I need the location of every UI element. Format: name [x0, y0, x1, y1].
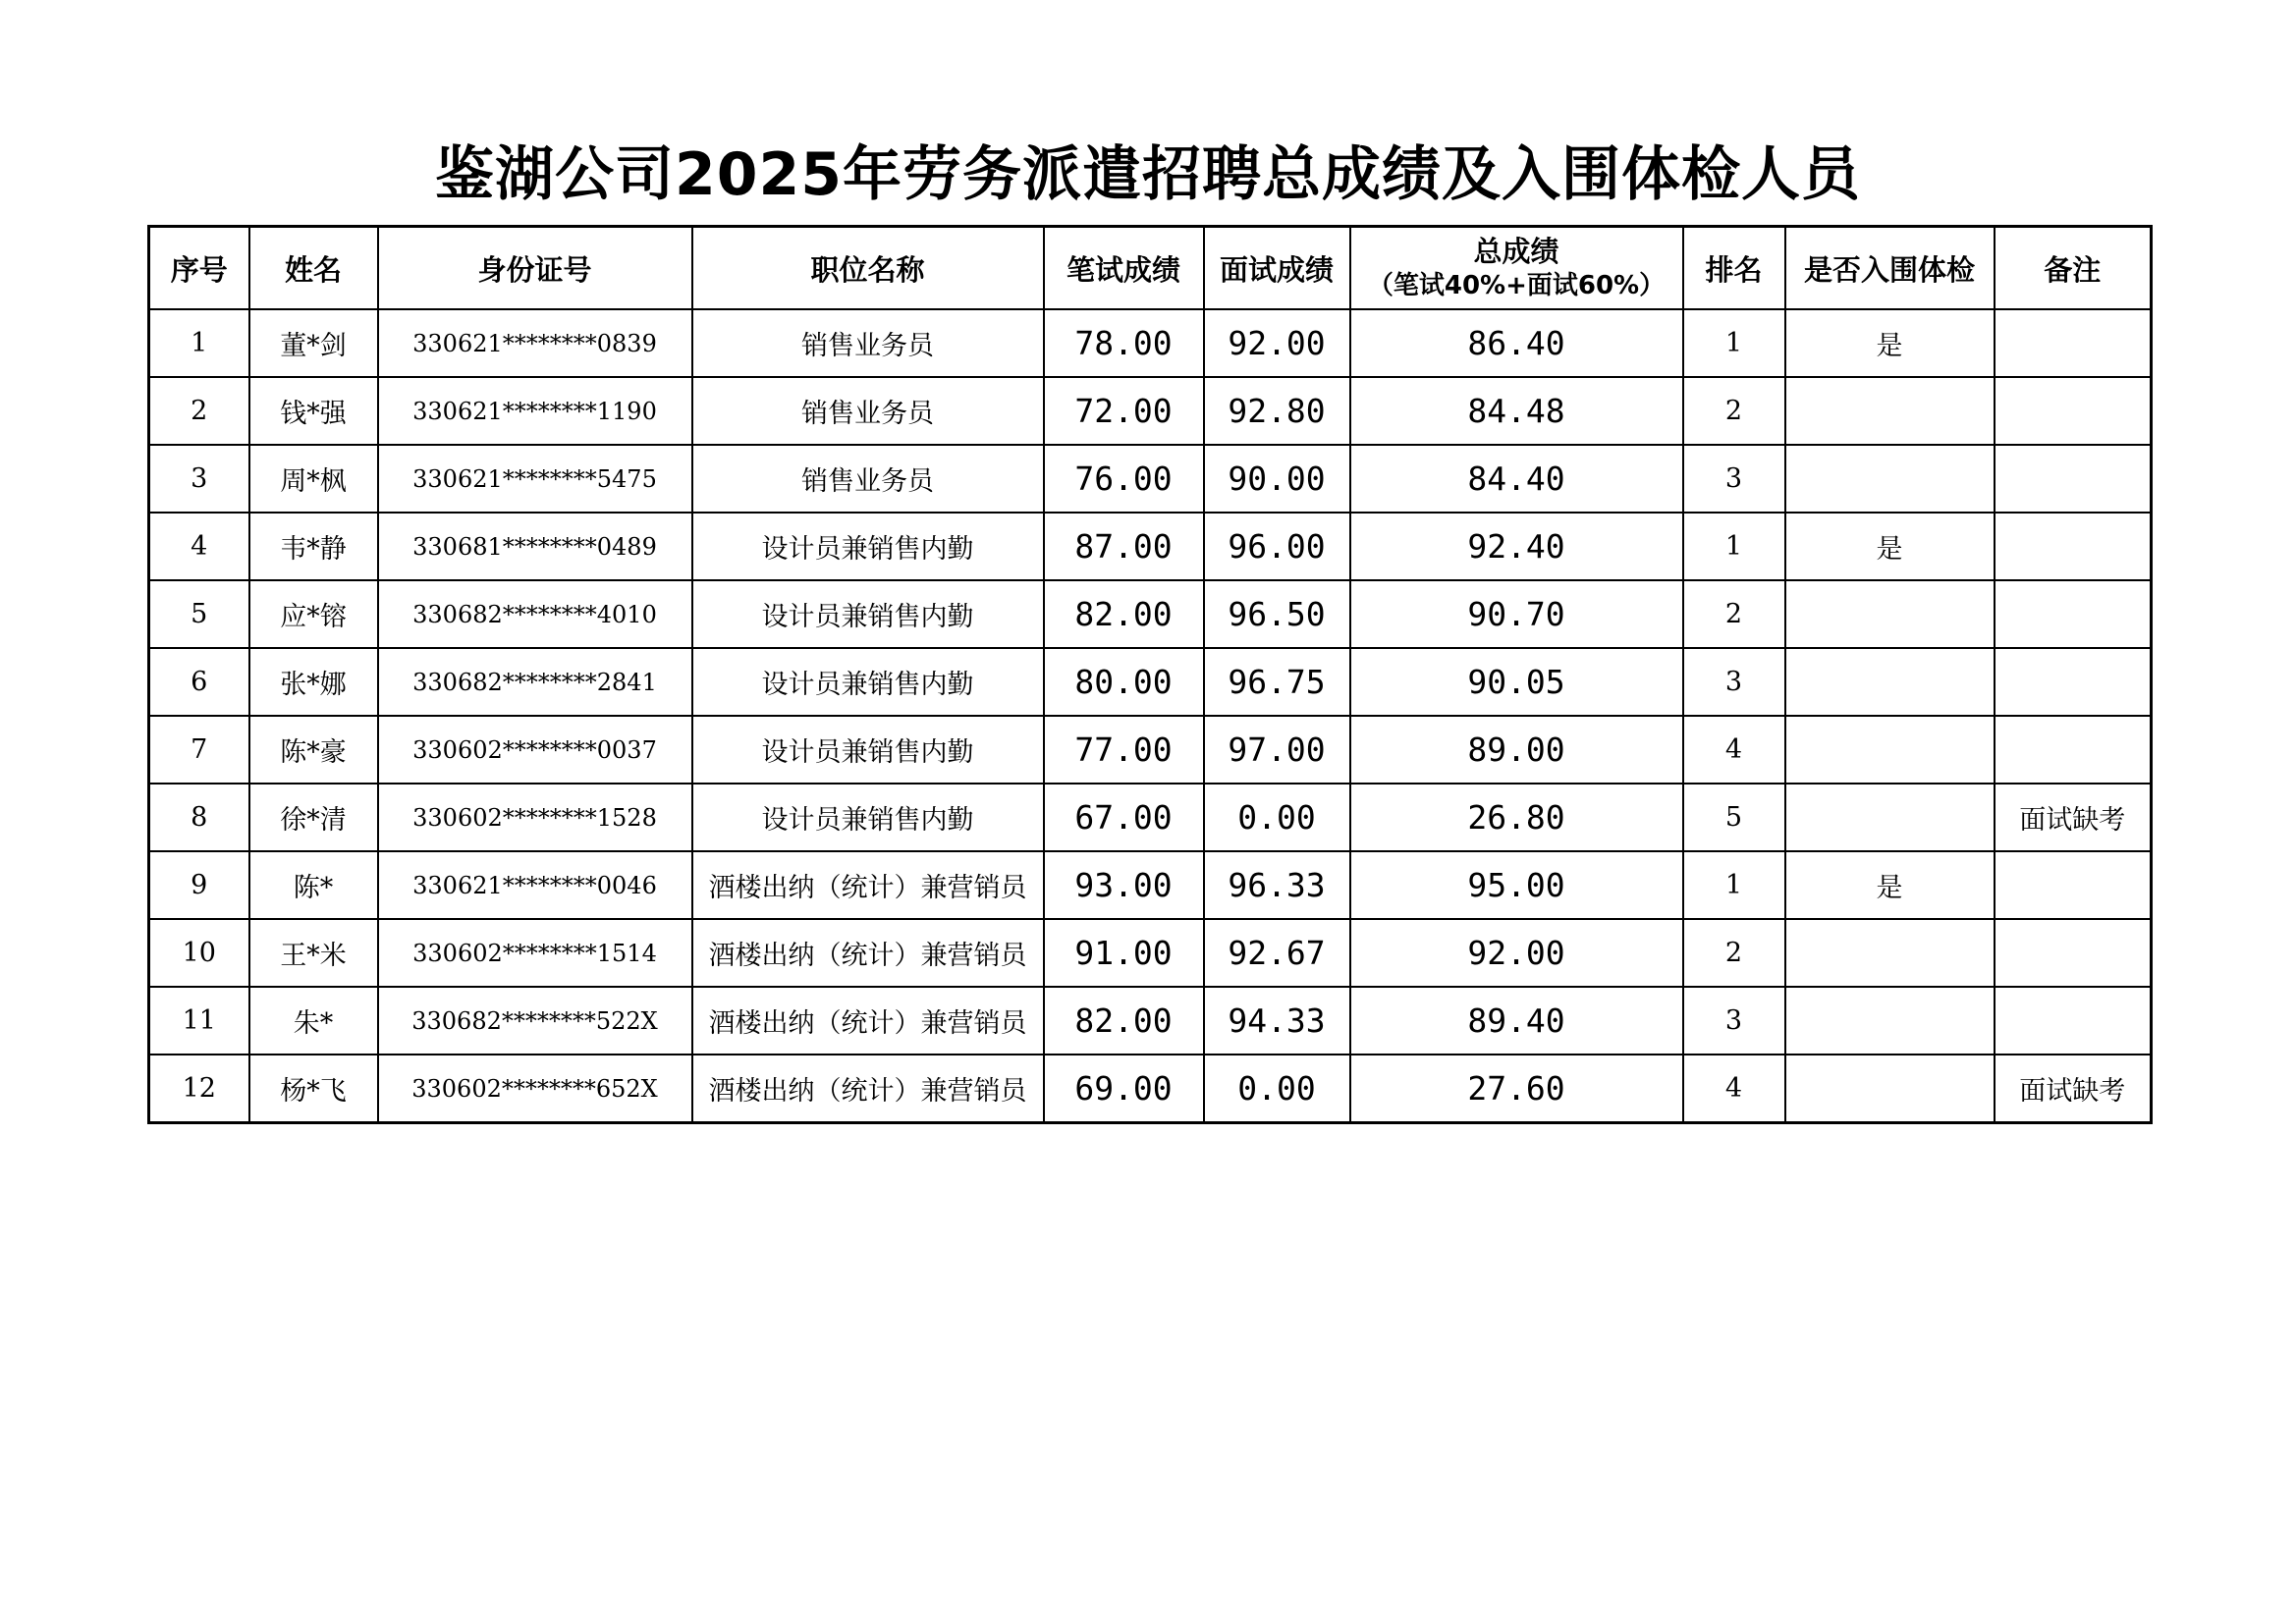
- cell-total-score: 89.00: [1350, 716, 1683, 784]
- cell-remark: [1995, 445, 2152, 513]
- cell-shortlisted: [1785, 784, 1995, 851]
- cell-rank: 2: [1683, 580, 1785, 648]
- cell-total-score: 90.05: [1350, 648, 1683, 716]
- cell-interview-score: 92.00: [1204, 309, 1350, 377]
- cell-rank: 4: [1683, 1055, 1785, 1123]
- cell-seq: 11: [149, 987, 249, 1055]
- cell-name: 应*镕: [249, 580, 378, 648]
- cell-name: 周*枫: [249, 445, 378, 513]
- cell-total-score: 89.40: [1350, 987, 1683, 1055]
- cell-position: 设计员兼销售内勤: [692, 716, 1044, 784]
- cell-total-score: 86.40: [1350, 309, 1683, 377]
- cell-remark: 面试缺考: [1995, 1055, 2152, 1123]
- cell-shortlisted: [1785, 716, 1995, 784]
- page-title: 鉴湖公司2025年劳务派遣招聘总成绩及入围体检人员: [435, 140, 1861, 209]
- cell-shortlisted: 是: [1785, 309, 1995, 377]
- cell-seq: 2: [149, 377, 249, 445]
- cell-seq: 4: [149, 513, 249, 580]
- cell-written-score: 82.00: [1044, 580, 1204, 648]
- cell-remark: [1995, 716, 2152, 784]
- cell-id: 330602********0037: [378, 716, 692, 784]
- cell-name: 杨*飞: [249, 1055, 378, 1123]
- table-row: [149, 851, 2152, 919]
- cell-remark: [1995, 309, 2152, 377]
- cell-position: 销售业务员: [692, 445, 1044, 513]
- header-total-label: 总成绩: [1473, 235, 1559, 268]
- cell-position: 设计员兼销售内勤: [692, 580, 1044, 648]
- cell-id: 330602********652X: [378, 1055, 692, 1123]
- table-row: [149, 716, 2152, 784]
- cell-rank: 1: [1683, 851, 1785, 919]
- cell-remark: [1995, 648, 2152, 716]
- cell-id: 330621********1190: [378, 377, 692, 445]
- cell-shortlisted: 是: [1785, 513, 1995, 580]
- table-row: [149, 1055, 2152, 1123]
- table-row: [149, 445, 2152, 513]
- table-row: [149, 513, 2152, 580]
- cell-name: 陈*: [249, 851, 378, 919]
- cell-rank: 1: [1683, 309, 1785, 377]
- cell-remark: [1995, 919, 2152, 987]
- table-body: [149, 309, 2152, 1123]
- cell-total-score: 92.40: [1350, 513, 1683, 580]
- table-row: [149, 580, 2152, 648]
- cell-position: 设计员兼销售内勤: [692, 784, 1044, 851]
- cell-interview-score: 90.00: [1204, 445, 1350, 513]
- cell-total-score: 84.40: [1350, 445, 1683, 513]
- cell-name: 徐*清: [249, 784, 378, 851]
- cell-interview-score: 92.80: [1204, 377, 1350, 445]
- cell-name: 张*娜: [249, 648, 378, 716]
- header-name: 姓名: [249, 227, 378, 310]
- cell-seq: 9: [149, 851, 249, 919]
- cell-written-score: 67.00: [1044, 784, 1204, 851]
- cell-id: 330602********1528: [378, 784, 692, 851]
- cell-written-score: 93.00: [1044, 851, 1204, 919]
- cell-written-score: 69.00: [1044, 1055, 1204, 1123]
- cell-total-score: 26.80: [1350, 784, 1683, 851]
- cell-rank: 5: [1683, 784, 1785, 851]
- cell-id: 330682********4010: [378, 580, 692, 648]
- cell-name: 钱*强: [249, 377, 378, 445]
- cell-total-score: 27.60: [1350, 1055, 1683, 1123]
- cell-written-score: 91.00: [1044, 919, 1204, 987]
- table-row: [149, 377, 2152, 445]
- table-header-row: [149, 227, 2152, 310]
- cell-seq: 3: [149, 445, 249, 513]
- cell-rank: 3: [1683, 648, 1785, 716]
- header-seq: 序号: [149, 227, 249, 310]
- cell-id: 330682********522X: [378, 987, 692, 1055]
- cell-id: 330621********5475: [378, 445, 692, 513]
- cell-rank: 2: [1683, 919, 1785, 987]
- cell-shortlisted: [1785, 1055, 1995, 1123]
- cell-interview-score: 94.33: [1204, 987, 1350, 1055]
- cell-interview-score: 96.50: [1204, 580, 1350, 648]
- cell-written-score: 80.00: [1044, 648, 1204, 716]
- results-table: [147, 225, 2153, 1124]
- cell-position: 设计员兼销售内勤: [692, 513, 1044, 580]
- cell-seq: 1: [149, 309, 249, 377]
- header-interview-score: 面试成绩: [1204, 227, 1350, 310]
- cell-seq: 5: [149, 580, 249, 648]
- cell-remark: [1995, 377, 2152, 445]
- cell-name: 王*米: [249, 919, 378, 987]
- cell-rank: 3: [1683, 987, 1785, 1055]
- cell-id: 330682********2841: [378, 648, 692, 716]
- cell-written-score: 87.00: [1044, 513, 1204, 580]
- cell-id: 330681********0489: [378, 513, 692, 580]
- table-row: [149, 919, 2152, 987]
- cell-shortlisted: [1785, 377, 1995, 445]
- cell-seq: 6: [149, 648, 249, 716]
- header-remark: 备注: [1995, 227, 2152, 310]
- cell-written-score: 78.00: [1044, 309, 1204, 377]
- header-position: 职位名称: [692, 227, 1044, 310]
- cell-total-score: 92.00: [1350, 919, 1683, 987]
- cell-name: 朱*: [249, 987, 378, 1055]
- cell-rank: 4: [1683, 716, 1785, 784]
- cell-id: 330621********0046: [378, 851, 692, 919]
- cell-total-score: 84.48: [1350, 377, 1683, 445]
- cell-rank: 3: [1683, 445, 1785, 513]
- header-total-note: （笔试40%+面试60%）: [1367, 271, 1666, 300]
- cell-remark: 面试缺考: [1995, 784, 2152, 851]
- cell-position: 销售业务员: [692, 309, 1044, 377]
- header-shortlisted: 是否入围体检: [1785, 227, 1995, 310]
- cell-position: 酒楼出纳（统计）兼营销员: [692, 851, 1044, 919]
- cell-position: 酒楼出纳（统计）兼营销员: [692, 987, 1044, 1055]
- cell-total-score: 90.70: [1350, 580, 1683, 648]
- cell-remark: [1995, 580, 2152, 648]
- cell-seq: 12: [149, 1055, 249, 1123]
- table-row: [149, 784, 2152, 851]
- cell-name: 陈*豪: [249, 716, 378, 784]
- cell-total-score: 95.00: [1350, 851, 1683, 919]
- cell-position: 销售业务员: [692, 377, 1044, 445]
- table-row: [149, 987, 2152, 1055]
- cell-id: 330621********0839: [378, 309, 692, 377]
- cell-seq: 7: [149, 716, 249, 784]
- cell-id: 330602********1514: [378, 919, 692, 987]
- table-row: [149, 648, 2152, 716]
- cell-name: 董*剑: [249, 309, 378, 377]
- cell-rank: 1: [1683, 513, 1785, 580]
- cell-seq: 8: [149, 784, 249, 851]
- cell-interview-score: 96.75: [1204, 648, 1350, 716]
- cell-position: 设计员兼销售内勤: [692, 648, 1044, 716]
- header-id: 身份证号: [378, 227, 692, 310]
- cell-written-score: 76.00: [1044, 445, 1204, 513]
- header-total-score: [1350, 227, 1683, 310]
- cell-interview-score: 97.00: [1204, 716, 1350, 784]
- cell-written-score: 77.00: [1044, 716, 1204, 784]
- cell-position: 酒楼出纳（统计）兼营销员: [692, 1055, 1044, 1123]
- cell-remark: [1995, 513, 2152, 580]
- cell-shortlisted: [1785, 919, 1995, 987]
- cell-rank: 2: [1683, 377, 1785, 445]
- cell-interview-score: 0.00: [1204, 784, 1350, 851]
- cell-written-score: 82.00: [1044, 987, 1204, 1055]
- header-written-score: 笔试成绩: [1044, 227, 1204, 310]
- header-rank: 排名: [1683, 227, 1785, 310]
- cell-seq: 10: [149, 919, 249, 987]
- cell-interview-score: 92.67: [1204, 919, 1350, 987]
- cell-written-score: 72.00: [1044, 377, 1204, 445]
- cell-remark: [1995, 987, 2152, 1055]
- cell-interview-score: 96.33: [1204, 851, 1350, 919]
- cell-shortlisted: [1785, 987, 1995, 1055]
- table-row: [149, 309, 2152, 377]
- cell-shortlisted: [1785, 580, 1995, 648]
- cell-shortlisted: 是: [1785, 851, 1995, 919]
- cell-remark: [1995, 851, 2152, 919]
- cell-shortlisted: [1785, 648, 1995, 716]
- cell-interview-score: 0.00: [1204, 1055, 1350, 1123]
- cell-position: 酒楼出纳（统计）兼营销员: [692, 919, 1044, 987]
- cell-interview-score: 96.00: [1204, 513, 1350, 580]
- cell-shortlisted: [1785, 445, 1995, 513]
- cell-name: 韦*静: [249, 513, 378, 580]
